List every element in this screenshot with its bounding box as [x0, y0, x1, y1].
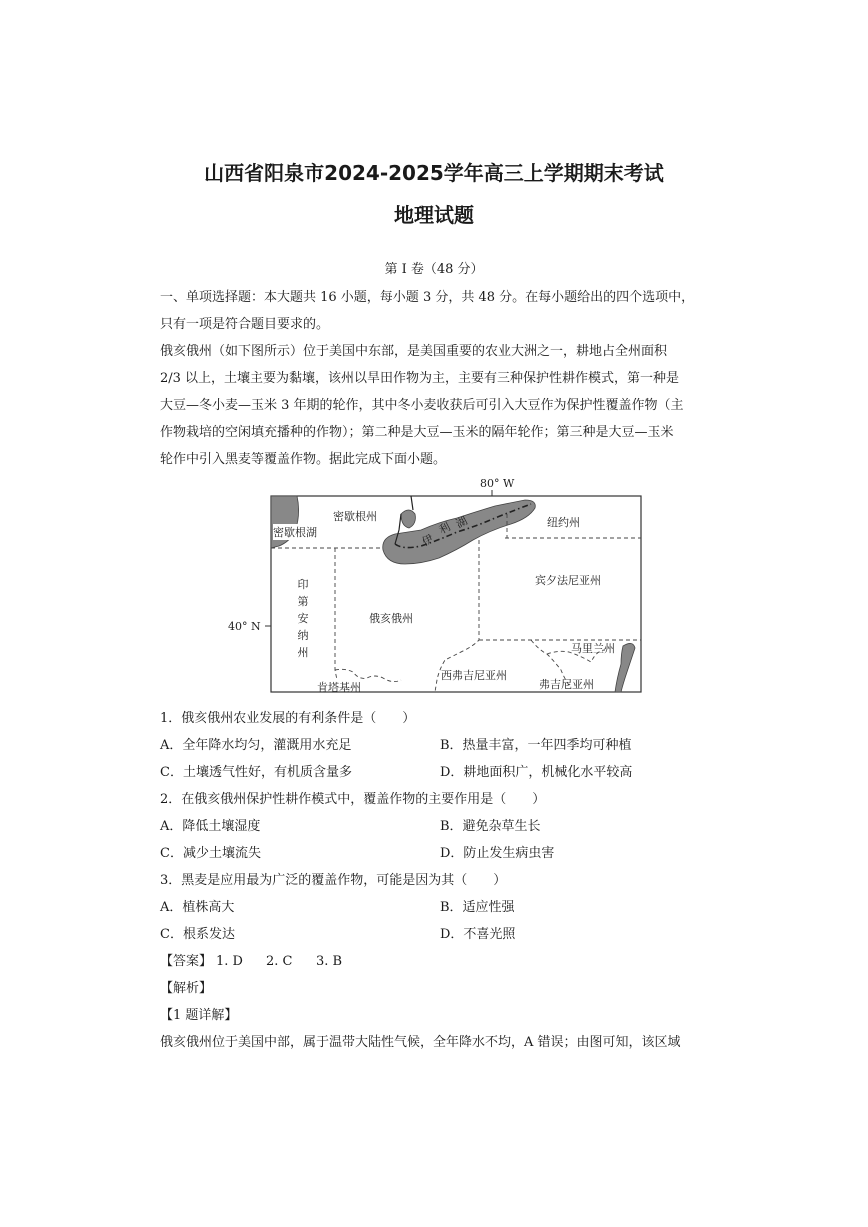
- answer-2: 2. C: [266, 954, 293, 969]
- river-line-top: [411, 496, 413, 510]
- indiana-ohio-border: [335, 548, 337, 680]
- lake-michigan-shape: [271, 496, 299, 548]
- document-subtitle: 地理试题: [394, 203, 474, 227]
- answer-1: 1. D: [216, 954, 243, 969]
- michigan-state-label: 密歇根州: [333, 510, 377, 523]
- ohio-map: [225, 474, 645, 696]
- question-2-option-d: D．防止发生病虫害: [440, 846, 555, 861]
- latitude-label: 40° N: [228, 620, 261, 633]
- document-title: 山西省阳泉市2024-2025学年高三上学期期末考试: [204, 161, 664, 185]
- answer-3: 3. B: [316, 954, 343, 969]
- question-1-option-a: A．全年降水均匀，灌溉用水充足: [160, 738, 352, 753]
- lake-erie-label-1: 伊: [419, 532, 436, 549]
- question-2-option-a: A．降低土壤湿度: [160, 819, 261, 834]
- analysis-label: 【解析】: [160, 981, 213, 996]
- pennsylvania-label: 宾夕法尼亚州: [535, 574, 601, 587]
- instruction-line: 只有一项是符合题目要求的。: [160, 317, 330, 332]
- passage-line: 作物栽培的空闲填充播种的作物）；第二种是大豆—玉米的隔年轮作；第三种是大豆—玉米: [160, 425, 674, 440]
- question-3-option-a: A．植株高大: [160, 900, 235, 915]
- question-3-option-d: D．不喜光照: [440, 927, 516, 942]
- question-2-stem: 2．在俄亥俄州保护性耕作模式中，覆盖作物的主要作用是（ ）: [160, 792, 546, 807]
- longitude-label: 80° W: [480, 477, 515, 490]
- passage-line: 2/3 以上，土壤主要为黏壤，该州以旱田作物为主，主要有三种保护性耕作模式，第一种是: [160, 371, 680, 386]
- lake-erie-label-2: 利: [436, 520, 453, 537]
- lake-erie-shape: [383, 500, 536, 564]
- question-1-option-c: C．土壤透气性好，有机质含量多: [160, 765, 352, 780]
- analysis-q1-text: 俄亥俄州位于美国中部，属于温带大陆性气候，全年降水不均，A 错误；由图可知，该区域: [160, 1035, 681, 1050]
- passage-line: 俄亥俄州（如下图所示）位于美国中东部，是美国重要的农业大洲之一，耕地占全州面积: [160, 344, 668, 359]
- newyork-label: 纽约州: [547, 516, 580, 529]
- kentucky-label: 肯塔基州: [317, 681, 361, 694]
- maryland-label: 马里兰州: [571, 642, 615, 655]
- instruction-line: 一、单项选择题：本大题共 16 小题，每小题 3 分，共 48 分。在每小题给出的四个选项中，: [160, 290, 695, 305]
- question-1-stem: 1．俄亥俄州农业发展的有利条件是（ ）: [160, 711, 416, 726]
- virginia-label: 弗吉尼亚州: [539, 678, 594, 691]
- question-3-option-c: C．根系发达: [160, 927, 235, 942]
- lake-stclair-shape: [401, 510, 415, 528]
- indiana-label: 印 第 安 纳 州: [297, 578, 309, 659]
- question-3-option-b: B．适应性强: [440, 900, 515, 915]
- question-3-stem: 3．黑麦是应用最为广泛的覆盖作物，可能是因为其（ ）: [160, 873, 507, 888]
- michigan-lake-label: 密歇根湖: [273, 526, 317, 539]
- ohio-label: 俄亥俄州: [369, 612, 413, 625]
- westvirginia-label: 西弗吉尼亚州: [441, 669, 507, 682]
- question-1-option-b: B．热量丰富，一年四季均可种植: [440, 738, 632, 753]
- section-label: 第 I 卷（48 分）: [384, 262, 484, 277]
- question-2-option-c: C．减少土壤流失: [160, 846, 261, 861]
- passage-line: 轮作中引入黑麦等覆盖作物。据此完成下面小题。: [160, 452, 447, 467]
- question-2-option-b: B．避免杂草生长: [440, 819, 541, 834]
- analysis-q1-label: 【1 题详解】: [160, 1008, 238, 1023]
- question-1-option-d: D．耕地面积广，机械化水平较高: [440, 765, 633, 780]
- answer-label: 【答案】: [160, 954, 213, 969]
- passage-line: 大豆—冬小麦—玉米 3 年期的轮作，其中冬小麦收获后可引入大豆作为保护性覆盖作物（主: [160, 398, 684, 413]
- chesapeake-bay-shape: [615, 643, 635, 692]
- lake-erie-label-3: 湖: [453, 514, 470, 531]
